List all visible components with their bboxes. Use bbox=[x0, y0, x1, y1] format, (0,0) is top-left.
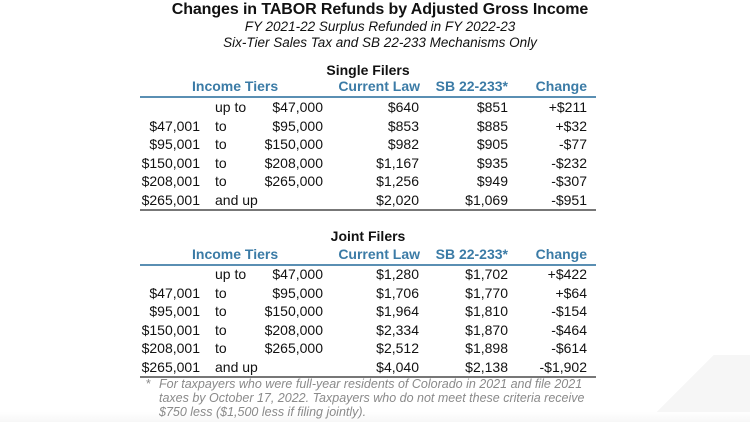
joint-filers-table bbox=[140, 265, 596, 378]
sb-value: $885 bbox=[476, 117, 508, 134]
current-law-value: $1,167 bbox=[376, 154, 419, 171]
current-law-value: $1,706 bbox=[376, 284, 419, 301]
section-title-joint: Joint Filers bbox=[330, 228, 406, 244]
subtitle-mechanisms: Six-Tier Sales Tax and SB 22-233 Mechanisms Only bbox=[223, 35, 537, 50]
income-to: $150,000 bbox=[264, 303, 323, 319]
sb-value: $851 bbox=[476, 99, 508, 115]
current-law-value: $4,040 bbox=[376, 358, 419, 375]
header-income-tiers: Income Tiers bbox=[192, 246, 279, 262]
income-to: $208,000 bbox=[264, 154, 323, 171]
table-header-single bbox=[140, 78, 596, 98]
sb-value: $1,870 bbox=[465, 321, 508, 338]
change-value: +$64 bbox=[555, 284, 587, 301]
subtitle-fiscal-year: FY 2021-22 Surplus Refunded in FY 2022-23 bbox=[244, 19, 516, 34]
table-row bbox=[140, 154, 596, 173]
table-row bbox=[140, 302, 596, 321]
header-current-law: Current Law bbox=[338, 78, 420, 94]
footnote-text: For taxpayers who were full-year residents of Colorado in 2021 and file 2021 taxes by October 17, 2022. Taxpayers who do not meet these criteria receive $750 less ($1,500 less if filing jointly). bbox=[159, 377, 585, 420]
current-law-value: $1,964 bbox=[376, 303, 419, 319]
income-from: $150,001 bbox=[141, 321, 200, 338]
income-connector: up to bbox=[215, 99, 247, 115]
sb-value: $2,138 bbox=[465, 358, 508, 375]
table-header-joint bbox=[140, 246, 596, 266]
income-from: $265,001 bbox=[141, 191, 200, 208]
header-change: Change bbox=[535, 246, 587, 262]
income-connector: to bbox=[215, 321, 227, 338]
current-law-value: $982 bbox=[387, 136, 419, 152]
change-value: -$307 bbox=[551, 173, 587, 189]
footnote-marker: * bbox=[146, 377, 151, 391]
page-title: Changes in TABOR Refunds by Adjusted Gross Income bbox=[171, 1, 589, 18]
income-connector: to bbox=[215, 136, 227, 152]
income-to: $47,000 bbox=[272, 266, 323, 282]
table-row bbox=[140, 321, 596, 340]
current-law-value: $2,334 bbox=[376, 321, 419, 338]
current-law-value: $2,512 bbox=[376, 340, 419, 356]
sb-value: $935 bbox=[476, 154, 508, 171]
change-value: +$211 bbox=[548, 99, 587, 115]
sb-value: $949 bbox=[476, 173, 508, 189]
income-from: $95,001 bbox=[149, 136, 200, 152]
change-value: -$77 bbox=[558, 136, 587, 152]
sb-value: $1,770 bbox=[465, 284, 508, 301]
table-row bbox=[140, 98, 596, 117]
income-connector: and up bbox=[215, 358, 258, 375]
table-row bbox=[140, 284, 596, 303]
header-sb-22-233: SB 22-233* bbox=[435, 78, 508, 94]
income-from: $47,001 bbox=[149, 284, 200, 301]
income-connector: up to bbox=[215, 266, 247, 282]
income-from: $208,001 bbox=[141, 173, 200, 189]
header-current-law: Current Law bbox=[338, 246, 420, 262]
change-value: +$32 bbox=[555, 117, 587, 134]
table-row bbox=[140, 265, 596, 284]
table-row bbox=[140, 135, 596, 154]
income-to: $208,000 bbox=[264, 321, 323, 338]
change-value: -$232 bbox=[551, 154, 587, 171]
income-connector: to bbox=[215, 340, 227, 356]
current-law-value: $2,020 bbox=[376, 191, 419, 208]
income-from: $150,001 bbox=[141, 154, 200, 171]
change-value: -$951 bbox=[551, 191, 587, 208]
income-connector: and up bbox=[215, 191, 258, 208]
header-income-tiers: Income Tiers bbox=[192, 78, 279, 94]
table-row bbox=[140, 117, 596, 136]
sb-value: $905 bbox=[476, 136, 508, 152]
income-from: $208,001 bbox=[141, 340, 200, 356]
current-law-value: $1,280 bbox=[376, 266, 419, 282]
section-title-single: Single Filers bbox=[326, 62, 410, 78]
current-law-value: $853 bbox=[387, 117, 419, 134]
current-law-value: $640 bbox=[387, 99, 419, 115]
income-to: $47,000 bbox=[272, 99, 323, 115]
income-connector: to bbox=[215, 303, 227, 319]
table-row bbox=[140, 191, 596, 212]
income-from: $95,001 bbox=[149, 303, 200, 319]
sb-value: $1,069 bbox=[465, 191, 508, 208]
header-change: Change bbox=[535, 78, 587, 94]
table-row bbox=[140, 172, 596, 191]
income-to: $265,000 bbox=[264, 173, 323, 189]
change-value: -$1,902 bbox=[539, 358, 587, 375]
change-value: -$464 bbox=[551, 321, 587, 338]
income-to: $95,000 bbox=[272, 117, 323, 134]
income-connector: to bbox=[215, 173, 227, 189]
income-connector: to bbox=[215, 154, 227, 171]
income-from: $47,001 bbox=[149, 117, 200, 134]
income-to: $265,000 bbox=[264, 340, 323, 356]
table-row bbox=[140, 358, 596, 379]
income-from: $265,001 bbox=[141, 358, 200, 375]
income-to: $150,000 bbox=[264, 136, 323, 152]
change-value: -$614 bbox=[551, 340, 587, 356]
income-connector: to bbox=[215, 284, 227, 301]
sb-value: $1,810 bbox=[465, 303, 508, 319]
current-law-value: $1,256 bbox=[376, 173, 419, 189]
sb-value: $1,898 bbox=[465, 340, 508, 356]
header-sb-22-233: SB 22-233* bbox=[435, 246, 508, 262]
income-to: $95,000 bbox=[272, 284, 323, 301]
sb-value: $1,702 bbox=[465, 266, 508, 282]
table-row bbox=[140, 339, 596, 358]
change-value: +$422 bbox=[547, 266, 587, 282]
income-connector: to bbox=[215, 117, 227, 134]
single-filers-table bbox=[140, 98, 596, 211]
change-value: -$154 bbox=[551, 303, 587, 319]
